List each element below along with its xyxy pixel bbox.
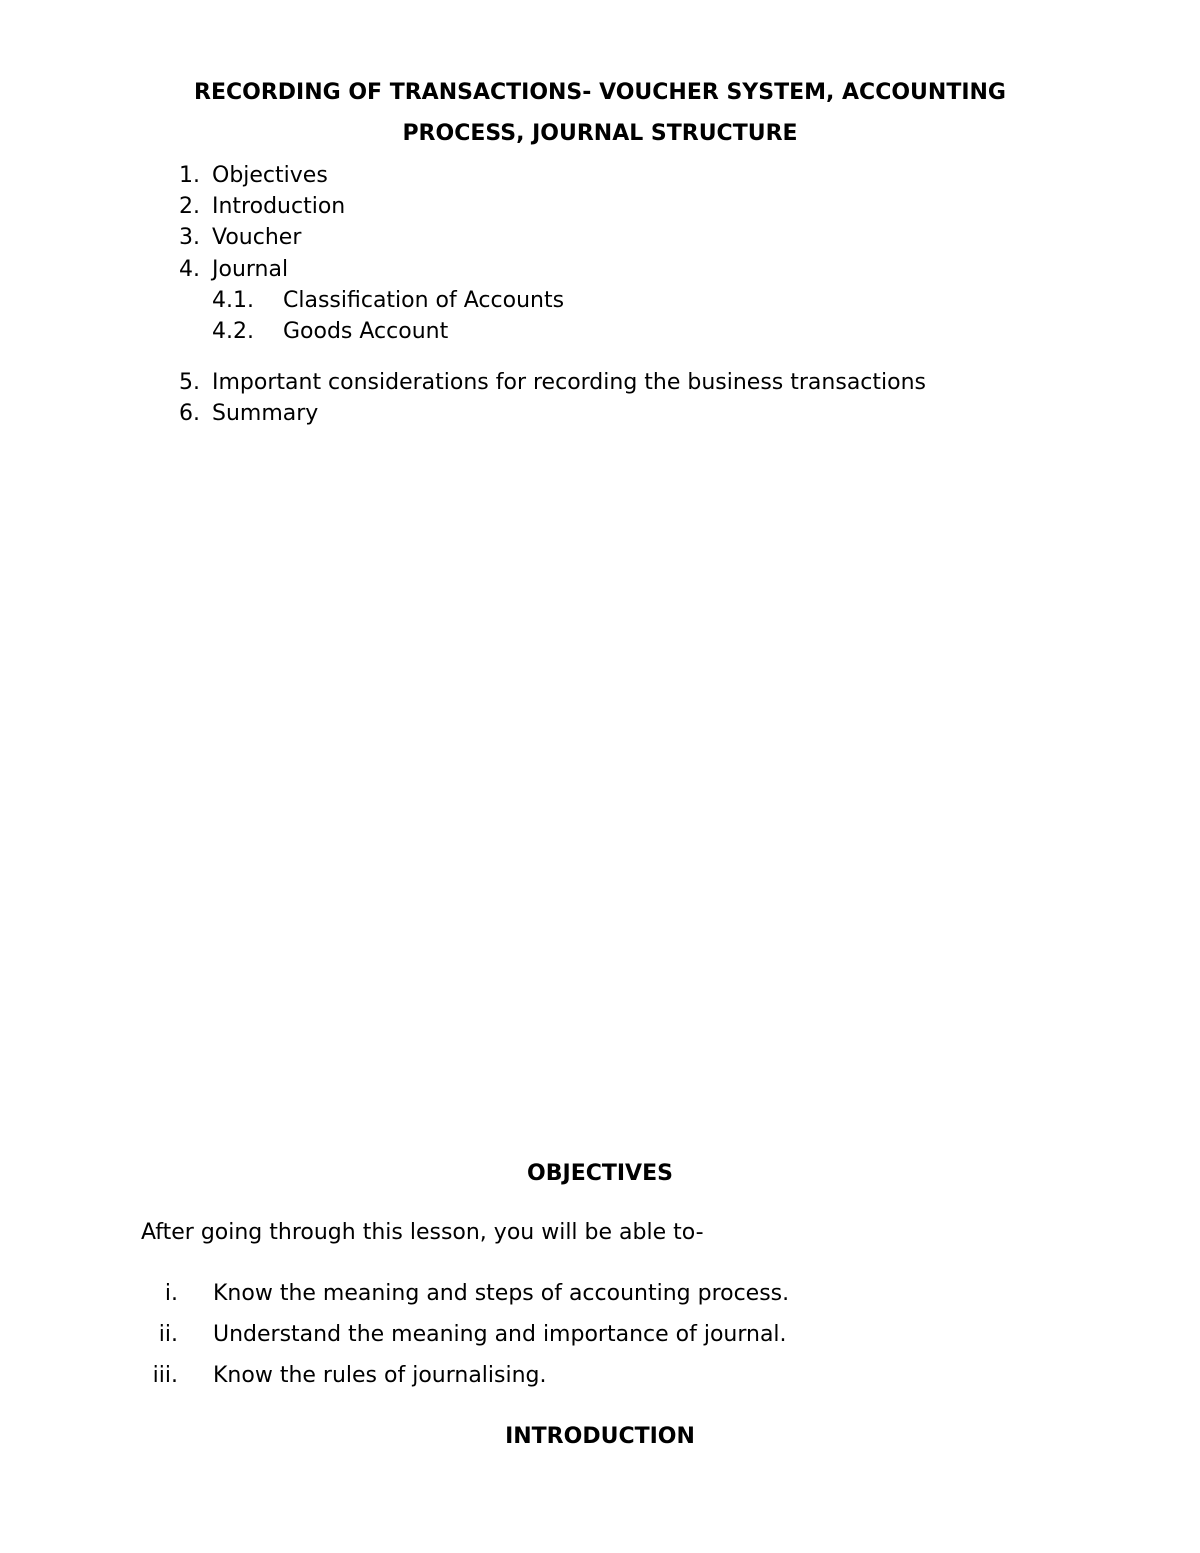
- introduction-heading: INTRODUCTION: [505, 1424, 695, 1449]
- objective-text: Know the rules of journalising.: [213, 1363, 547, 1388]
- toc-item-label: Voucher: [212, 225, 302, 250]
- toc-item-label: Journal: [212, 257, 289, 282]
- toc-item-number: 4.2.: [212, 319, 254, 344]
- toc-item-number: 2.: [179, 194, 200, 219]
- toc-item-number: 4.: [179, 257, 200, 282]
- document-title-line-2: PROCESS, JOURNAL STRUCTURE: [402, 121, 798, 146]
- toc-item-number: 6.: [179, 401, 200, 426]
- toc-item-label: Goods Account: [283, 319, 449, 344]
- toc-item-number: 1.: [179, 163, 200, 188]
- objectives-intro: After going through this lesson, you will be able to-: [141, 1220, 704, 1245]
- toc-item-label: Introduction: [212, 194, 346, 219]
- document-title-line-1: RECORDING OF TRANSACTIONS- VOUCHER SYSTEM, ACCOUNTING: [194, 80, 1006, 105]
- toc-item-label: Important considerations for recording the business transactions: [212, 370, 927, 395]
- toc-item-number: 3.: [179, 225, 200, 250]
- objective-number: ii.: [158, 1322, 178, 1347]
- objective-number: i.: [164, 1281, 178, 1306]
- toc-item-label: Classification of Accounts: [283, 288, 565, 313]
- objective-text: Know the meaning and steps of accounting process.: [213, 1281, 790, 1306]
- objectives-heading: OBJECTIVES: [527, 1161, 673, 1186]
- objective-text: Understand the meaning and importance of journal.: [213, 1322, 787, 1347]
- toc-item-number: 4.1.: [212, 288, 254, 313]
- objective-number: iii.: [152, 1363, 178, 1388]
- toc-item-label: Objectives: [212, 163, 328, 188]
- toc-item-label: Summary: [212, 401, 319, 426]
- toc-item-number: 5.: [179, 370, 200, 395]
